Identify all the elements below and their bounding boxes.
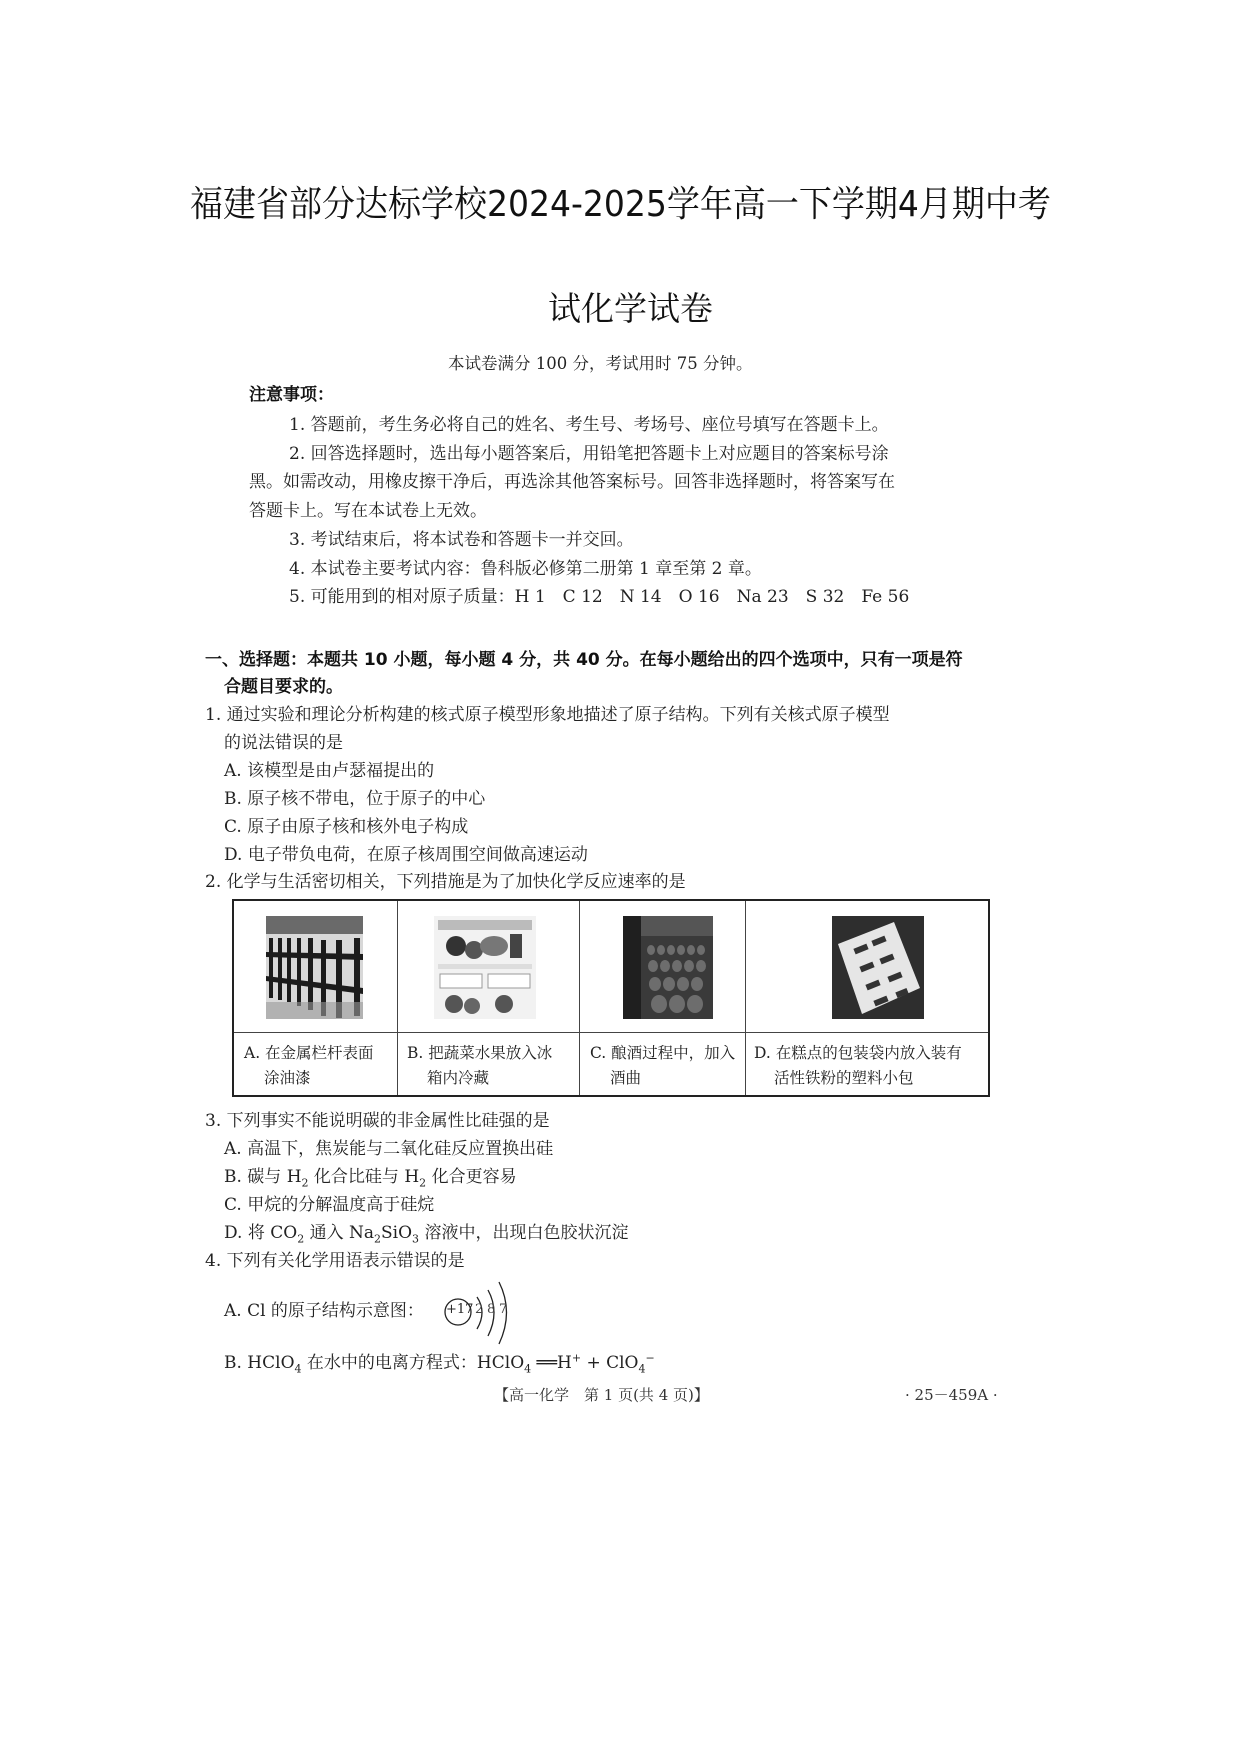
table-row-divider xyxy=(234,1032,988,1033)
shell-3-electrons: 7 xyxy=(499,1302,508,1317)
option-c-caption xyxy=(590,1041,745,1091)
q4b-sup: + xyxy=(571,1351,582,1365)
q4b-sub: 4 xyxy=(524,1362,532,1376)
notice-item-2-cont: 黑。如需改动，用橡皮擦干净后，再选涂其他答案标号。回答非选择题时，将答案写在 xyxy=(249,472,895,492)
question-1-option-a: A. 该模型是由卢瑟福提出的 xyxy=(224,761,435,781)
question-1-option-d: D. 电子带负电荷，在原子核周围空间做高速运动 xyxy=(224,845,588,865)
question-3-option-a: A. 高温下，焦炭能与二氧化硅反应置换出硅 xyxy=(224,1139,554,1159)
equals-arrow: ══ xyxy=(531,1353,558,1373)
table-col-divider xyxy=(397,901,398,1095)
q3b-sub: 2 xyxy=(301,1176,309,1190)
option-b-caption-line2: 箱内冷藏 xyxy=(427,1069,490,1087)
exam-info: 本试卷满分 100 分，考试用时 75 分钟。 xyxy=(448,354,753,373)
option-a-caption-line2: 涂油漆 xyxy=(264,1069,311,1087)
question-2-options-table xyxy=(232,899,990,1097)
page-footer-label: 【高一化学 第 1 页(共 4 页)】 xyxy=(494,1386,709,1404)
notice-item-4: 4. 本试卷主要考试内容：鲁科版必修第二册第 1 章至第 2 章。 xyxy=(289,559,762,579)
option-d-caption-line1: D. 在糕点的包装袋内放入装有 xyxy=(754,1044,962,1062)
notice-item-1: 1. 答题前，考生务必将自己的姓名、考生号、考场号、座位号填写在答题卡上。 xyxy=(289,415,889,435)
nucleus-charge: +17 xyxy=(446,1302,474,1317)
page-footer-code: · 25－459A · xyxy=(905,1386,998,1404)
q3b-text: 化合比硅与 H xyxy=(308,1167,420,1187)
fence-photo xyxy=(266,916,363,1019)
option-b-caption-line1: B. 把蔬菜水果放入冰 xyxy=(407,1044,553,1062)
shell-1-electrons: 2 xyxy=(475,1302,484,1317)
section1-heading: 一、选择题：本题共 10 小题，每小题 4 分，共 40 分。在每小题给出的四个选项中，只有一项是符 xyxy=(205,650,963,670)
notice-heading: 注意事项： xyxy=(249,385,334,405)
q3d-text: D. 将 CO xyxy=(224,1223,298,1243)
q3b-text: B. 碳与 H xyxy=(224,1167,302,1187)
q3d-sub: 2 xyxy=(297,1232,305,1246)
q4b-sub: 4 xyxy=(294,1362,302,1376)
q3d-text: 溶液中，出现白色胶状沉淀 xyxy=(419,1223,629,1243)
question-1-stem-cont: 的说法错误的是 xyxy=(224,733,343,753)
question-3-stem: 3. 下列事实不能说明碳的非金属性比硅强的是 xyxy=(205,1111,550,1131)
q3d-text: SiO xyxy=(381,1223,413,1243)
option-c-caption-line1: C. 酿酒过程中，加入 xyxy=(590,1044,736,1062)
q4b-text: + ClO xyxy=(581,1353,639,1373)
option-a-caption xyxy=(244,1041,394,1091)
option-a-caption-line1: A. 在金属栏杆表面 xyxy=(244,1044,374,1062)
notice-item-2: 2. 回答选择题时，选出每小题答案后，用铅笔把答题卡上对应题目的答案标号涂 xyxy=(289,444,889,464)
table-col-divider xyxy=(745,901,746,1095)
question-4-option-b xyxy=(224,1348,655,1376)
chlorine-atom-structure-diagram xyxy=(440,1272,520,1356)
document-title-line2: 试化学试卷 xyxy=(548,289,713,328)
question-4-option-a xyxy=(224,1296,424,1321)
q3d-text: 通入 Na xyxy=(304,1223,375,1243)
q3b-text: 化合更容易 xyxy=(426,1167,517,1187)
question-1-option-c: C. 原子由原子核和核外电子构成 xyxy=(224,817,469,837)
document-title-line1: 福建省部分达标学校2024-2025学年高一下学期4月期中考 xyxy=(190,182,1051,225)
shell-2-electrons: 8 xyxy=(487,1302,496,1317)
notice-item-5: 5. 可能用到的相对原子质量：H 1 C 12 N 14 O 16 Na 23 S 32 Fe 56 xyxy=(289,587,910,607)
option-c-caption-line2: 酒曲 xyxy=(610,1069,642,1087)
q4b-sub: 4 xyxy=(638,1362,646,1376)
question-3-option-d xyxy=(224,1218,629,1246)
refrigerator-photo xyxy=(434,916,536,1019)
option-d-caption-line2: 活性铁粉的塑料小包 xyxy=(774,1069,914,1087)
q4b-text: H xyxy=(557,1353,572,1373)
iron-powder-packet-photo xyxy=(832,916,924,1019)
q3b-sub: 2 xyxy=(419,1176,427,1190)
question-3-option-c: C. 甲烷的分解温度高于硅烷 xyxy=(224,1195,435,1215)
option-d-caption xyxy=(754,1041,989,1091)
notice-item-2-cont2: 答题卡上。写在本试卷上无效。 xyxy=(249,501,487,521)
question-3-option-b xyxy=(224,1162,517,1190)
option-b-caption xyxy=(407,1041,577,1091)
q4b-text: 在水中的电离方程式：HClO xyxy=(301,1353,525,1373)
q4a-text: A. Cl 的原子结构示意图： xyxy=(224,1301,424,1321)
wine-jars-photo xyxy=(623,916,713,1019)
q4b-sup: − xyxy=(645,1351,655,1365)
q4b-text: B. HClO xyxy=(224,1353,295,1373)
question-2-stem: 2. 化学与生活密切相关，下列措施是为了加快化学反应速率的是 xyxy=(205,872,686,892)
section1-heading-cont: 合题目要求的。 xyxy=(224,677,343,697)
q3d-sub: 3 xyxy=(412,1232,420,1246)
table-col-divider xyxy=(579,901,580,1095)
notice-item-3: 3. 考试结束后，将本试卷和答题卡一并交回。 xyxy=(289,530,634,550)
q3d-sub: 2 xyxy=(374,1232,382,1246)
question-4-stem: 4. 下列有关化学用语表示错误的是 xyxy=(205,1251,465,1271)
question-1-option-b: B. 原子核不带电，位于原子的中心 xyxy=(224,789,486,809)
question-1-stem: 1. 通过实验和理论分析构建的核式原子模型形象地描述了原子结构。下列有关核式原子模型 xyxy=(205,705,890,725)
